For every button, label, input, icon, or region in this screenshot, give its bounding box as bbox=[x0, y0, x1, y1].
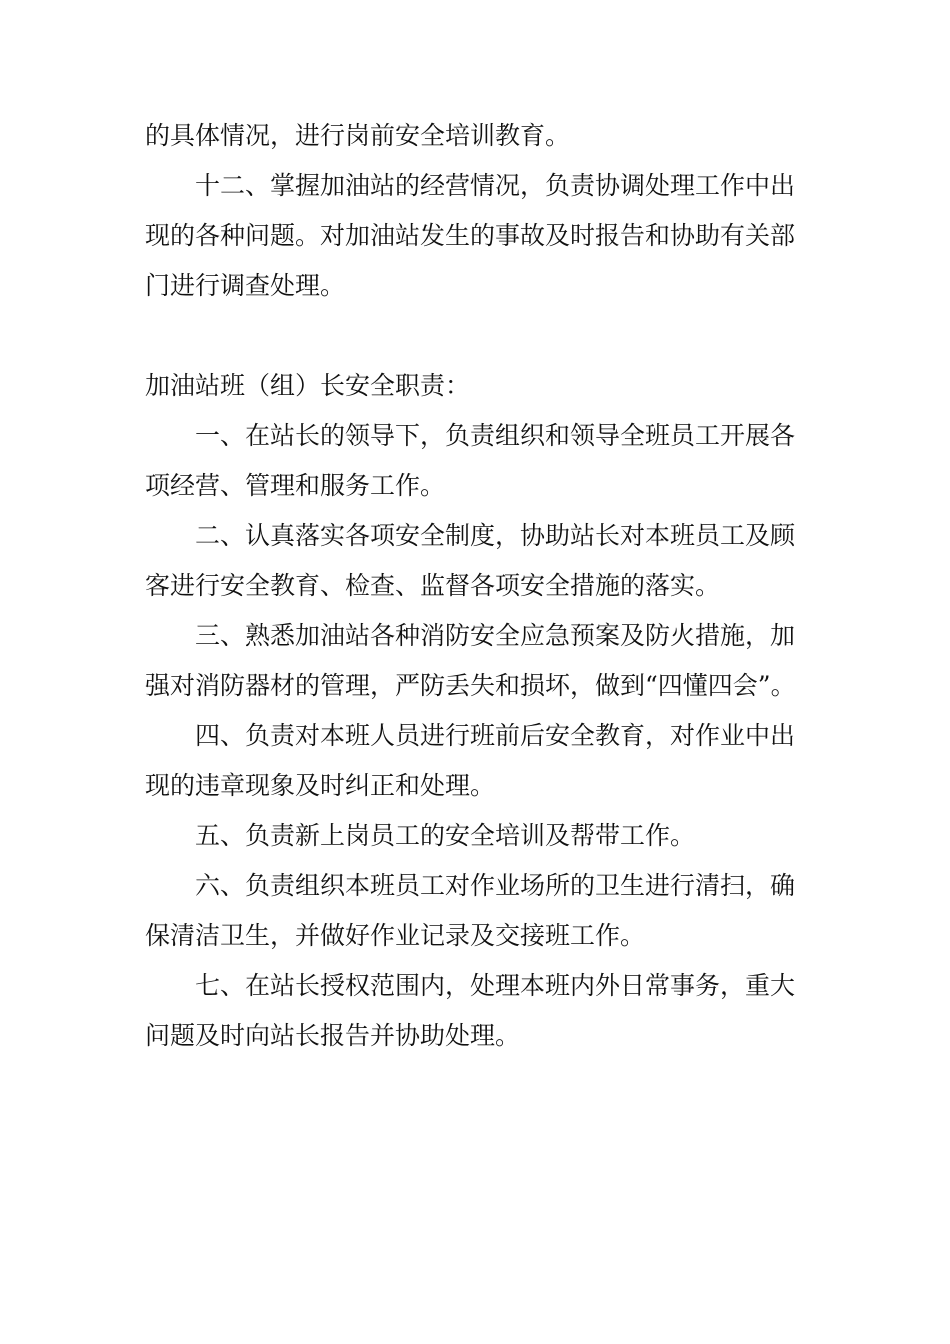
item-12-line-3: 门进行调查处理。 bbox=[145, 271, 346, 300]
item-3-line-2: 强对消防器材的管理，严防丢失和损坏，做到“四懂四会”。 bbox=[145, 671, 796, 700]
item-4-line-1: 四、负责对本班人员进行班前后安全教育，对作业中出 bbox=[195, 721, 796, 750]
section-title: 加油站班（组）长安全职责： bbox=[145, 371, 471, 400]
item-5-line-1: 五、负责新上岗员工的安全培训及帮带工作。 bbox=[195, 821, 696, 850]
item-3-line-1: 三、熟悉加油站各种消防安全应急预案及防火措施，加 bbox=[195, 621, 796, 650]
item-1-line-2: 项经营、管理和服务工作。 bbox=[145, 471, 446, 500]
item-6-line-2: 保清洁卫生，并做好作业记录及交接班工作。 bbox=[145, 921, 646, 950]
item-6-line-1: 六、负责组织本班员工对作业场所的卫生进行清扫，确 bbox=[195, 871, 796, 900]
item-7-line-2: 问题及时向站长报告并协助处理。 bbox=[145, 1021, 521, 1050]
document-page bbox=[145, 111, 810, 1061]
item-4-line-2: 现的违章现象及时纠正和处理。 bbox=[145, 771, 496, 800]
item-2-line-2: 客进行安全教育、检查、监督各项安全措施的落实。 bbox=[145, 571, 721, 600]
item-1-line-1: 一、在站长的领导下，负责组织和领导全班员工开展各 bbox=[195, 421, 796, 450]
item-2-line-1: 二、认真落实各项安全制度，协助站长对本班员工及顾 bbox=[195, 521, 796, 550]
continuation-line: 的具体情况，进行岗前安全培训教育。 bbox=[145, 121, 571, 150]
section-spacer bbox=[145, 311, 810, 361]
item-7-line-1: 七、在站长授权范围内，处理本班内外日常事务，重大 bbox=[195, 971, 796, 1000]
item-12-line-2: 现的各种问题。对加油站发生的事故及时报告和协助有关部 bbox=[145, 221, 796, 250]
item-12-line-1: 十二、掌握加油站的经营情况，负责协调处理工作中出 bbox=[195, 171, 796, 200]
